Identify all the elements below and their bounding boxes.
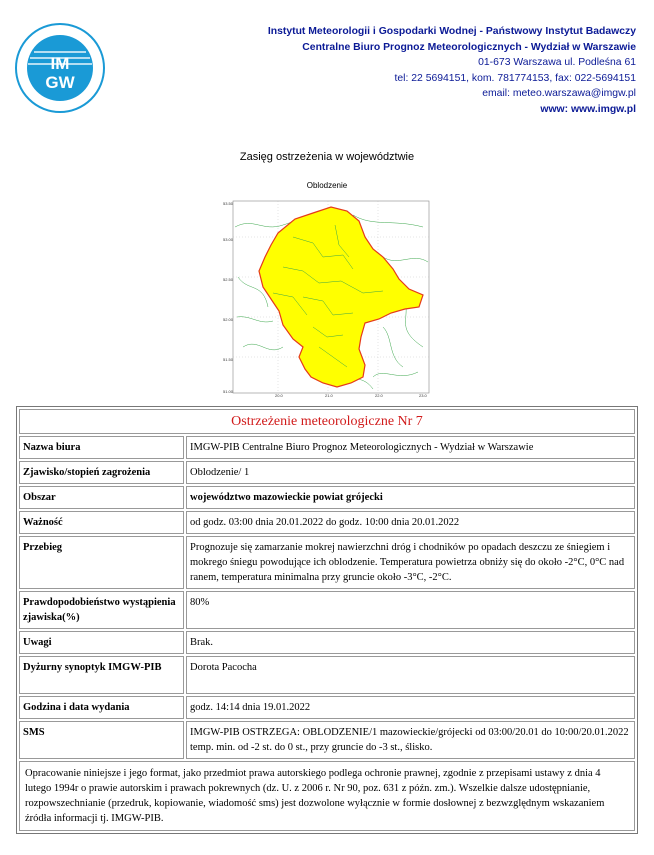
email[interactable]: email: meteo.warszawa@imgw.pl <box>482 88 636 100</box>
row-label: SMS <box>19 721 184 759</box>
row-value: województwo mazowieckie powiat grójecki <box>186 486 635 509</box>
row-value: IMGW-PIB Centralne Biuro Prognoz Meteorologicznych - Wydział w Warszawie <box>186 436 635 459</box>
row-value: Dorota Pacocha <box>186 656 635 694</box>
imgw-logo <box>14 22 106 114</box>
table-row <box>19 591 635 629</box>
table-row <box>19 511 635 534</box>
row-value: Oblodzenie/ 1 <box>186 461 635 484</box>
institute-header <box>268 24 636 118</box>
lat-label: 52.00 <box>223 317 234 322</box>
table-row <box>19 486 635 509</box>
row-label: Nazwa biura <box>19 436 184 459</box>
row-value: godz. 14:14 dnia 19.01.2022 <box>186 696 635 719</box>
row-value: 80% <box>186 591 635 629</box>
row-label: Ważność <box>19 511 184 534</box>
lon-label: 21.0 <box>325 393 333 397</box>
table-row <box>19 656 635 694</box>
svg-text:IM: IM <box>50 54 70 73</box>
svg-text:GW: GW <box>45 73 75 92</box>
office-name: Centralne Biuro Prognoz Meteorologicznych - Wydział w Warszawie <box>302 41 636 53</box>
row-label: Godzina i data wydania <box>19 696 184 719</box>
warning-title: Ostrzeżenie meteorologiczne Nr 7 <box>19 409 635 434</box>
phones: tel: 22 5694151, kom. 781774153, fax: 022-5694151 <box>394 72 636 84</box>
copyright-footer: Opracowanie niniejsze i jego format, jako przedmiot prawa autorskiego podlega ochronie prawnej, zgodnie z przepisami ustawy z dnia 4 lutego 1994r o prawie autorskim i prawach pokrewnych (dz. U. z 2006 r. Nr 90, poz. 631 z późn. zm.). Wszelkie dalsze udostępnianie, rozpowszechnianie (przedruk, kopiowanie, wiadomość sms) jest dozwolone wyłącznie w formie dosłownej z bezwzględnym wskazaniem źródła informacji tj. IMGW-PIB. <box>19 761 635 831</box>
table-row <box>19 696 635 719</box>
lat-label: 52.50 <box>223 277 234 282</box>
website[interactable]: www: www.imgw.pl <box>540 103 636 115</box>
row-label: Prawdopodobieństwo wystąpienia zjawiska(%) <box>19 591 184 629</box>
row-label: Dyżurny synoptyk IMGW-PIB <box>19 656 184 694</box>
table-row <box>19 721 635 759</box>
table-row <box>19 461 635 484</box>
warning-table <box>16 406 638 834</box>
row-value: Brak. <box>186 631 635 654</box>
table-row <box>19 631 635 654</box>
lon-label: 22.0 <box>375 393 383 397</box>
map-subtitle: Oblodzenie <box>306 181 348 190</box>
lon-label: 20.0 <box>275 393 283 397</box>
row-label: Przebieg <box>19 536 184 589</box>
table-row <box>19 536 635 589</box>
lat-label: 53.00 <box>223 237 234 242</box>
warning-map <box>223 197 433 397</box>
row-value: od godz. 03:00 dnia 20.01.2022 do godz. 10:00 dnia 20.01.2022 <box>186 511 635 534</box>
address: 01-673 Warszawa ul. Podleśna 61 <box>478 57 636 69</box>
logo-text: IMGW <box>55 107 65 111</box>
map-title: Zasięg ostrzeżenia w województwie <box>239 151 415 163</box>
lon-label: 23.0 <box>419 393 427 397</box>
row-value: IMGW-PIB OSTRZEGA: OBLODZENIE/1 mazowieckie/grójecki od 03:00/20.01 do 10:00/20.01.2022 temp. min. od -2 st. do 0 st., przy gruncie do -3 st., ślisko. <box>186 721 635 759</box>
lat-label: 51.50 <box>223 357 234 362</box>
row-label: Zjawisko/stopień zagrożenia <box>19 461 184 484</box>
row-label: Uwagi <box>19 631 184 654</box>
lat-label: 53.50 <box>223 201 234 206</box>
lat-label: 51.00 <box>223 389 234 394</box>
row-value: Prognozuje się zamarzanie mokrej nawierzchni dróg i chodników po opadach deszczu ze śniegiem i mokrego śniegu powodujące ich oblodzenie. Temperatura powietrza obniży się do około -2°C, 0°C nad ranem, temperatura minimalna przy gruncie około -3°C, -2°C. <box>186 536 635 589</box>
institute-name: Instytut Meteorologii i Gospodarki Wodnej - Państwowy Instytut Badawczy <box>267 26 636 37</box>
row-label: Obszar <box>19 486 184 509</box>
table-row <box>19 436 635 459</box>
